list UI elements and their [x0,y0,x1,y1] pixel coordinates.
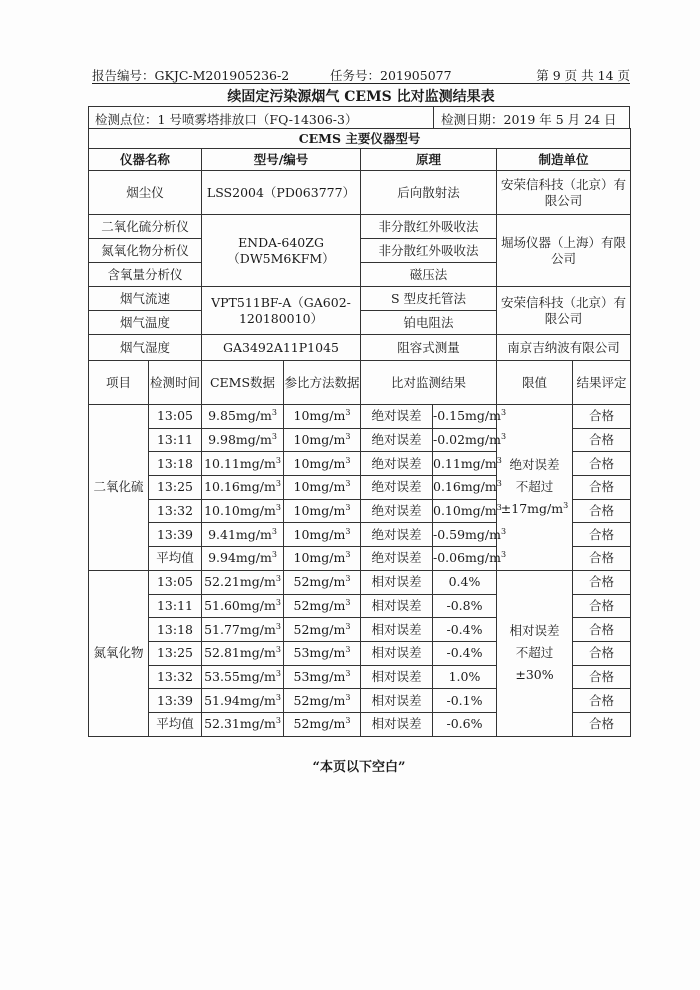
instrument-principle: S 型皮托管法 [361,287,497,311]
measure-time: 平均值 [149,712,202,736]
page-number: 第 9 页 共 14 页 [536,68,630,83]
col-comparison: 比对监测结果 [361,361,497,405]
cems-value: $10.11mg/m^3$ [202,452,284,476]
cems-value: $52.21mg/m^3$ [202,570,284,594]
cems-value: $9.94mg/m^3$ [202,547,284,571]
cems-value: $10.10mg/m^3$ [202,499,284,523]
instrument-name: 烟气湿度 [89,335,202,361]
reference-value: $52mg/m^3$ [284,618,361,642]
error-type: 相对误差 [361,618,433,642]
error-value: 1.0% [433,665,497,689]
error-type: 绝对误差 [361,499,433,523]
measure-time: 13:05 [149,570,202,594]
cems-value: $51.94mg/m^3$ [202,689,284,713]
col-time: 检测时间 [149,361,202,405]
instrument-row [89,287,631,311]
error-value: -0.1% [433,689,497,713]
pollutant-name: 二氧化硫 [89,405,149,571]
instrument-name: 烟气温度 [89,311,202,335]
evaluation-result: 合格 [573,499,631,523]
task-number: 任务号：201905077 [330,68,452,83]
instrument-principle: 非分散红外吸收法 [361,215,497,239]
instrument-name: 烟尘仪 [89,171,202,215]
cems-value: $52.31mg/m^3$ [202,712,284,736]
error-value: $0.10mg/m^3$ [433,499,497,523]
instrument-row [89,335,631,361]
measure-time: 平均值 [149,547,202,571]
instrument-section-title: CEMS 主要仪器型号 [89,129,631,149]
error-type: 相对误差 [361,689,433,713]
error-type: 相对误差 [361,665,433,689]
evaluation-result: 合格 [573,405,631,429]
error-type: 绝对误差 [361,476,433,500]
error-type: 相对误差 [361,641,433,665]
result-row [89,405,631,429]
error-type: 绝对误差 [361,405,433,429]
col-item: 项目 [89,361,149,405]
col-cems: CEMS数据 [202,361,284,405]
instrument-principle: 磁压法 [361,263,497,287]
reference-value: $52mg/m^3$ [284,689,361,713]
error-value: $-0.15mg/m^3$ [433,405,497,429]
instrument-name: 烟气流速 [89,287,202,311]
error-value: -0.4% [433,618,497,642]
evaluation-result: 合格 [573,712,631,736]
reference-value: $52mg/m^3$ [284,712,361,736]
error-type: 相对误差 [361,712,433,736]
instrument-model: LSS2004（PD063777） [202,171,361,215]
error-value: $-0.06mg/m^3$ [433,547,497,571]
so2-results [89,405,631,571]
instrument-model: VPT511BF-A（GA602-120180010） [202,287,361,335]
instrument-principle: 铂电阻法 [361,311,497,335]
evaluation-result: 合格 [573,689,631,713]
col-principle: 原理 [361,149,497,171]
error-value: $-0.02mg/m^3$ [433,428,497,452]
reference-value: $52mg/m^3$ [284,570,361,594]
instrument-manufacturer: 安荣信科技（北京）有限公司 [497,287,631,335]
report-number: 报告编号：GKJC-M201905236-2 [92,68,290,83]
col-reference: 参比方法数据 [284,361,361,405]
limit-value: 绝对误差 不超过 $\pm 17mg/m^3$ [497,405,573,571]
nox-results [89,570,631,736]
measure-time: 13:39 [149,689,202,713]
instrument-manufacturer: 南京吉纳波有限公司 [497,335,631,361]
header-rule [92,83,630,84]
measure-time: 13:11 [149,428,202,452]
error-value: -0.8% [433,594,497,618]
error-value: $0.11mg/m^3$ [433,452,497,476]
reference-value: $10mg/m^3$ [284,499,361,523]
measure-time: 13:05 [149,405,202,429]
cems-value: $9.85mg/m^3$ [202,405,284,429]
error-type: 相对误差 [361,570,433,594]
error-type: 绝对误差 [361,452,433,476]
limit-value: 相对误差 不超过 ±30% [497,570,573,736]
cems-value: $9.41mg/m^3$ [202,523,284,547]
error-value: -0.6% [433,712,497,736]
reference-value: $10mg/m^3$ [284,547,361,571]
instrument-principle: 非分散红外吸收法 [361,239,497,263]
evaluation-result: 合格 [573,428,631,452]
measure-time: 13:39 [149,523,202,547]
reference-value: $53mg/m^3$ [284,641,361,665]
instrument-principle: 阻容式测量 [361,335,497,361]
cems-value: $53.55mg/m^3$ [202,665,284,689]
measure-time: 13:18 [149,618,202,642]
error-value: $-0.59mg/m^3$ [433,523,497,547]
cems-value: $52.81mg/m^3$ [202,641,284,665]
evaluation-result: 合格 [573,547,631,571]
col-instrument-name: 仪器名称 [89,149,202,171]
error-value: -0.4% [433,641,497,665]
instrument-manufacturer: 堀场仪器（上海）有限公司 [497,215,631,287]
instrument-name: 二氧化硫分析仪 [89,215,202,239]
measure-time: 13:18 [149,452,202,476]
instrument-manufacturer: 安荣信科技（北京）有限公司 [497,171,631,215]
instrument-model: GA3492A11P1045 [202,335,361,361]
reference-value: $10mg/m^3$ [284,476,361,500]
col-model: 型号/编号 [202,149,361,171]
instrument-principle: 后向散射法 [361,171,497,215]
evaluation-result: 合格 [573,665,631,689]
instrument-model: ENDA-640ZG（DW5M6KFM） [202,215,361,287]
meta-divider [433,107,434,128]
instrument-row [89,215,631,239]
error-type: 绝对误差 [361,428,433,452]
error-type: 绝对误差 [361,523,433,547]
page-title: 续固定污染源烟气 CEMS 比对监测结果表 [227,89,495,105]
cems-value: $9.98mg/m^3$ [202,428,284,452]
evaluation-result: 合格 [573,641,631,665]
evaluation-result: 合格 [573,594,631,618]
error-type: 绝对误差 [361,547,433,571]
col-evaluation: 结果评定 [573,361,631,405]
cems-value: $10.16mg/m^3$ [202,476,284,500]
reference-value: $10mg/m^3$ [284,452,361,476]
cems-value: $51.60mg/m^3$ [202,594,284,618]
page-header [92,66,630,82]
instrument-header-row [89,149,631,171]
col-manufacturer: 制造单位 [497,149,631,171]
measure-time: 13:25 [149,641,202,665]
measure-time: 13:32 [149,499,202,523]
monitoring-location: 检测点位：1 号喷雾塔排放口（FQ-14306-3） [95,112,358,127]
monitoring-date: 检测日期：2019 年 5 月 24 日 [441,112,617,127]
instrument-name: 含氧量分析仪 [89,263,202,287]
evaluation-result: 合格 [573,618,631,642]
instrument-row [89,171,631,215]
cems-value: $51.77mg/m^3$ [202,618,284,642]
evaluation-result: 合格 [573,570,631,594]
error-type: 相对误差 [361,594,433,618]
evaluation-result: 合格 [573,452,631,476]
result-row [89,570,631,594]
reference-value: $10mg/m^3$ [284,405,361,429]
measure-time: 13:32 [149,665,202,689]
measure-time: 13:11 [149,594,202,618]
col-limit: 限值 [497,361,573,405]
blank-notice: “本页以下空白” [312,760,406,775]
pollutant-name: 氮氧化物 [89,570,149,736]
evaluation-result: 合格 [573,523,631,547]
reference-value: $53mg/m^3$ [284,665,361,689]
reference-value: $10mg/m^3$ [284,428,361,452]
error-value: $0.16mg/m^3$ [433,476,497,500]
measure-time: 13:25 [149,476,202,500]
error-value: 0.4% [433,570,497,594]
results-table [88,128,631,737]
results-header-row [89,361,631,405]
reference-value: $52mg/m^3$ [284,594,361,618]
reference-value: $10mg/m^3$ [284,523,361,547]
evaluation-result: 合格 [573,476,631,500]
meta-row [88,106,630,128]
instrument-name: 氮氧化物分析仪 [89,239,202,263]
